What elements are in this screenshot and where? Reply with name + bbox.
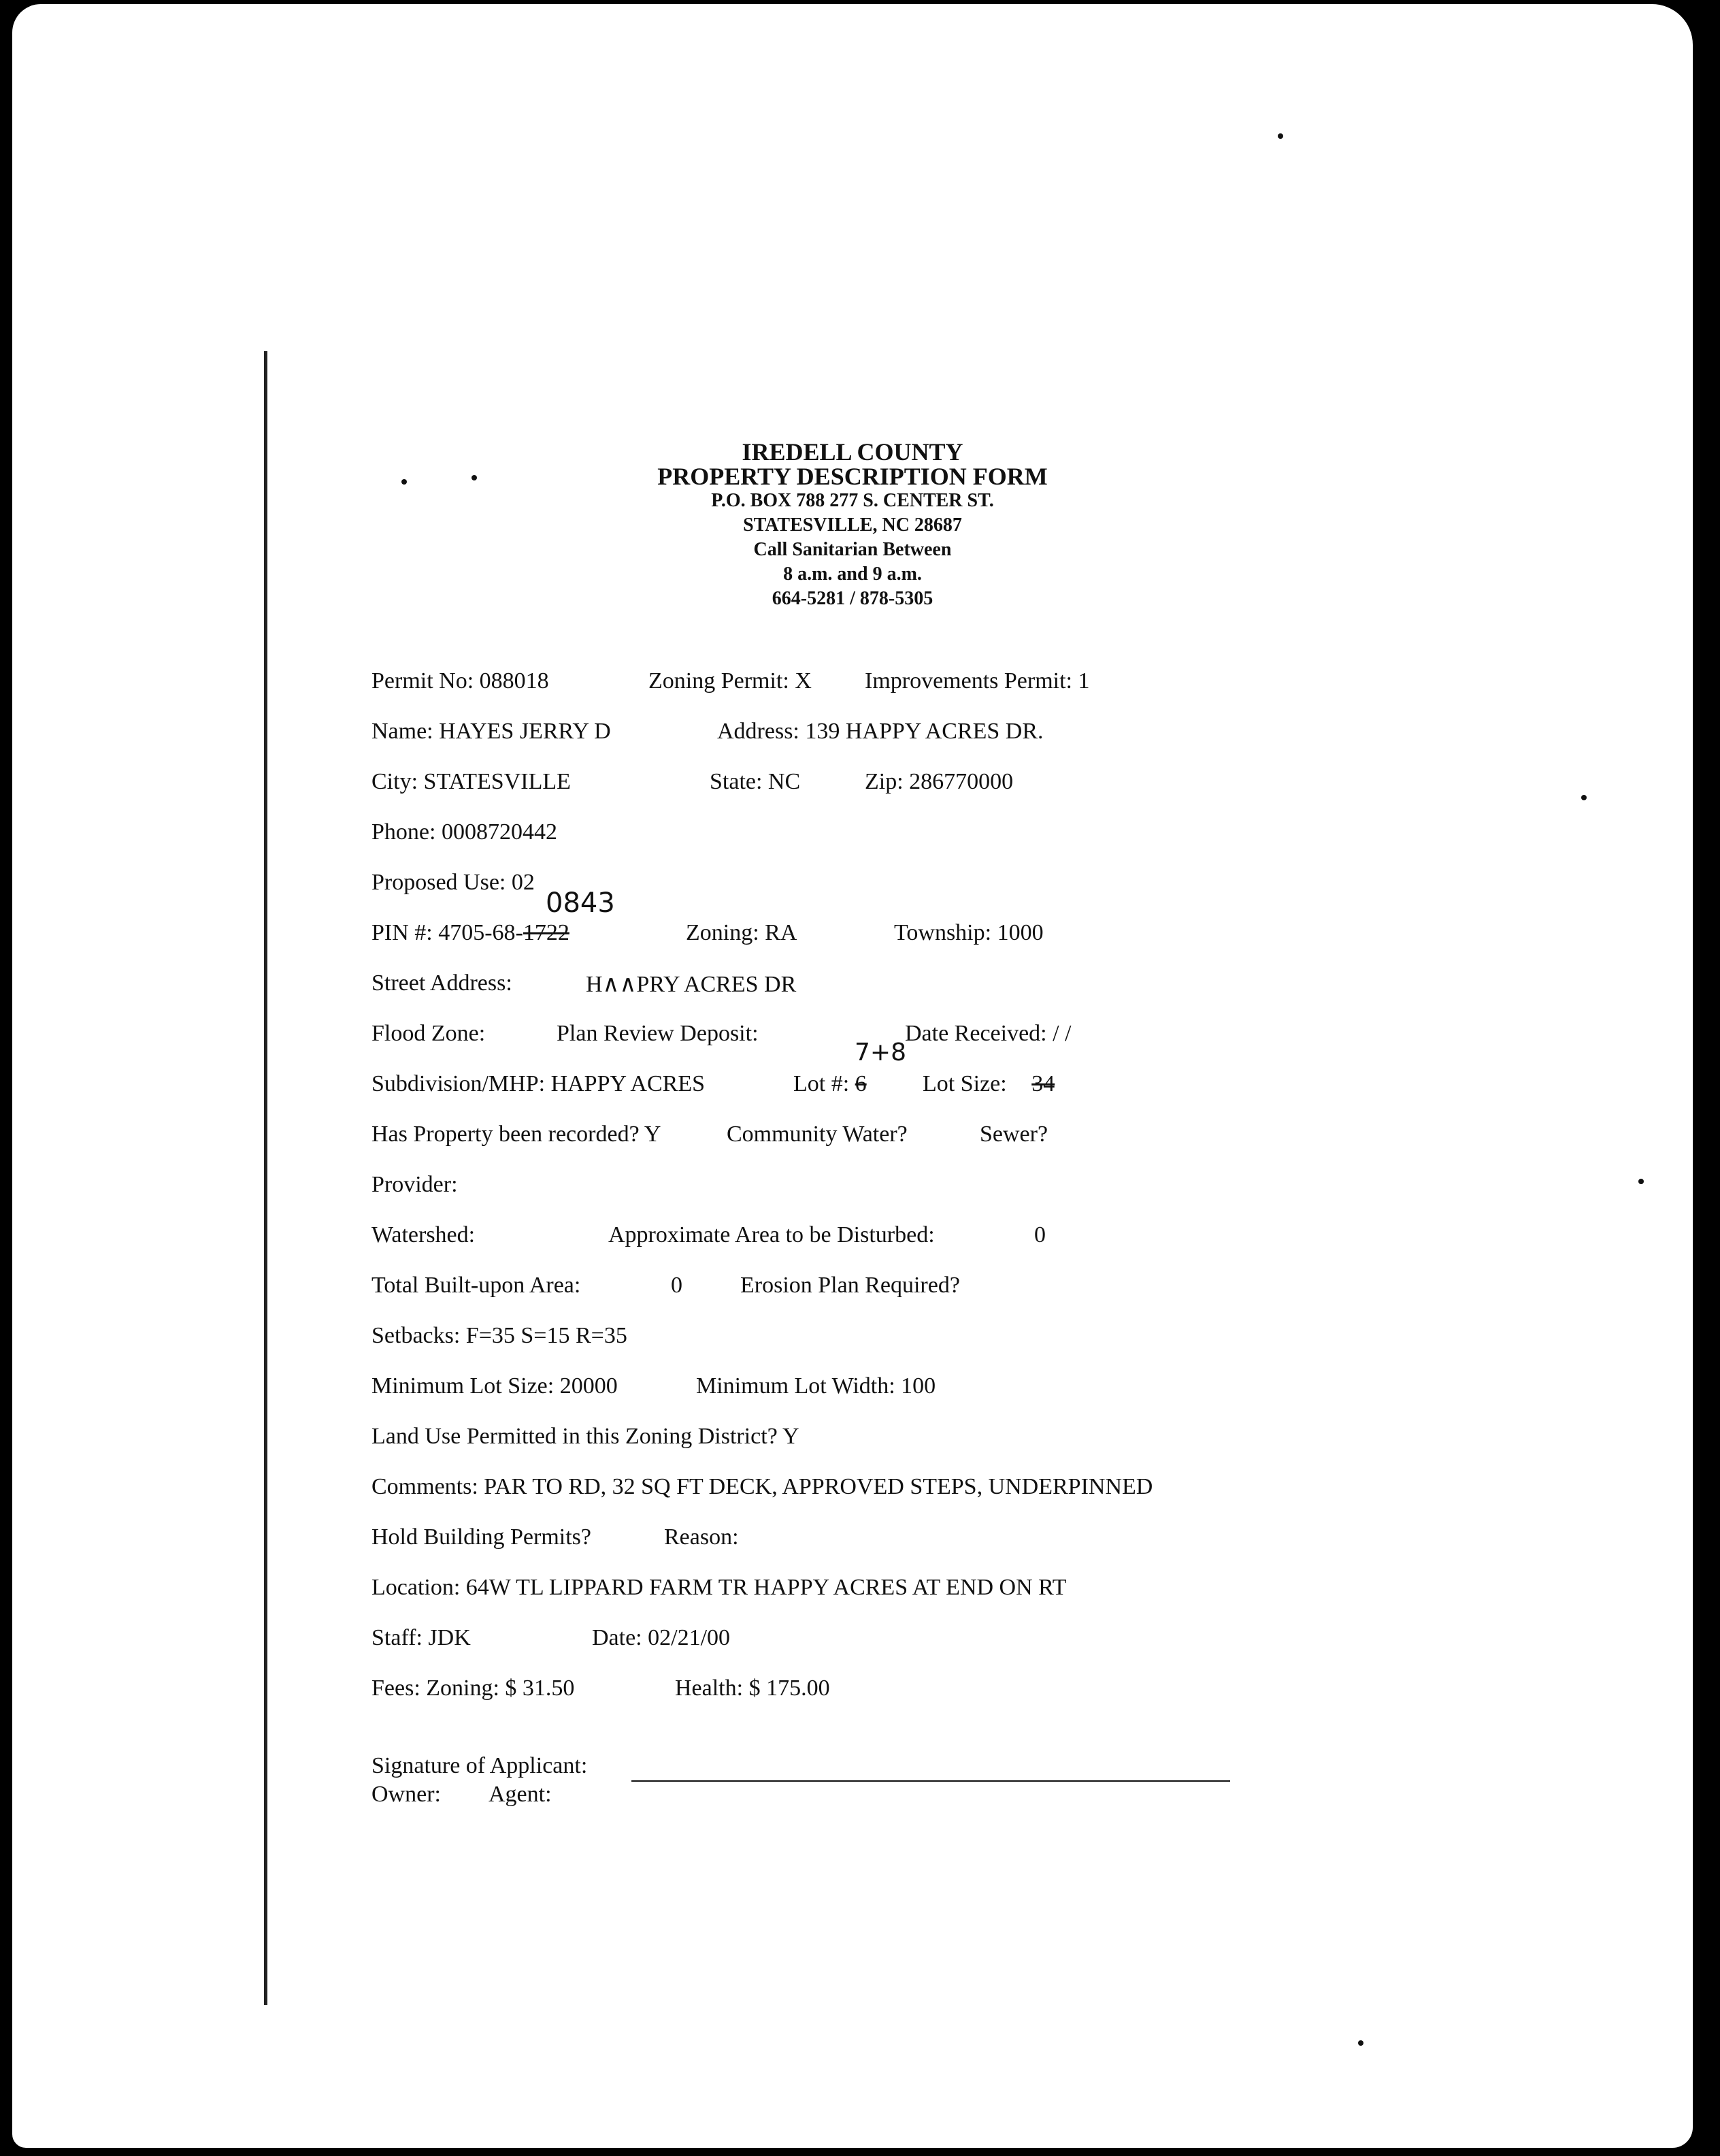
applicant-address: Address: 139 HAPPY ACRES DR. <box>717 719 1044 744</box>
improvements-permit: Improvements Permit: 1 <box>865 668 1090 693</box>
setbacks: Setbacks: F=35 S=15 R=35 <box>371 1323 627 1348</box>
comments: Comments: PAR TO RD, 32 SQ FT DECK, APPROVED STEPS, UNDERPINNED <box>371 1474 1153 1499</box>
signature-line <box>631 1780 1230 1782</box>
permit-no: Permit No: 088018 <box>371 668 549 693</box>
lot-size <box>923 1071 1055 1097</box>
hours-line: 8 a.m. and 9 a.m. <box>783 564 922 585</box>
agent-label: Agent: <box>489 1782 552 1807</box>
state: State: NC <box>710 769 801 794</box>
form-title: PROPERTY DESCRIPTION FORM <box>657 463 1048 490</box>
built-upon-area: Total Built-upon Area: <box>371 1273 581 1298</box>
signature-label: Signature of Applicant: <box>371 1753 588 1778</box>
fees-zoning: Fees: Zoning: $ 31.50 <box>371 1676 575 1701</box>
community-water: Community Water? <box>727 1122 908 1147</box>
lot-size-struck-value: 34 <box>1031 1071 1055 1096</box>
fees-health: Health: $ 175.00 <box>675 1676 830 1701</box>
phones-line: 664-5281 / 878-5305 <box>772 588 933 609</box>
hold-building-permits: Hold Building Permits? <box>371 1524 591 1550</box>
document-page <box>12 4 1693 2148</box>
township: Township: 1000 <box>894 920 1044 945</box>
street-address-value: H∧∧PRY ACRES DR <box>586 972 797 997</box>
call-line: Call Sanitarian Between <box>753 539 952 560</box>
approximate-area-value: 0 <box>1034 1222 1046 1247</box>
lot-number-struck-value: 6 <box>855 1071 867 1096</box>
mailing-address: P.O. BOX 788 277 S. CENTER ST. <box>711 490 994 511</box>
reason: Reason: <box>664 1524 739 1550</box>
scan-speck <box>1581 795 1587 800</box>
sewer: Sewer? <box>980 1122 1048 1147</box>
approximate-area-disturbed: Approximate Area to be Disturbed: <box>608 1222 935 1247</box>
erosion-plan: Erosion Plan Required? <box>740 1273 960 1298</box>
minimum-lot-width: Minimum Lot Width: 100 <box>696 1373 936 1399</box>
date: Date: 02/21/00 <box>592 1625 731 1650</box>
applicant-name: Name: HAYES JERRY D <box>371 719 611 744</box>
pin-handwritten-correction: 0843 <box>546 887 615 919</box>
scan-speck <box>1358 2040 1363 2046</box>
county-title: IREDELL COUNTY <box>742 438 963 466</box>
watershed: Watershed: <box>371 1222 476 1247</box>
location: Location: 64W TL LIPPARD FARM TR HAPPY ACRES AT END ON RT <box>371 1575 1067 1600</box>
city: City: STATESVILLE <box>371 769 571 794</box>
zoning: Zoning: RA <box>686 920 797 945</box>
property-recorded: Has Property been recorded? Y <box>371 1122 661 1147</box>
date-received: Date Received: / / <box>905 1021 1072 1046</box>
lot-number-label: Lot #: <box>793 1071 850 1096</box>
provider: Provider: <box>371 1172 458 1197</box>
scan-speck <box>401 479 407 485</box>
flood-zone: Flood Zone: <box>371 1021 486 1046</box>
land-use-permitted: Land Use Permitted in this Zoning District? Y <box>371 1424 799 1449</box>
pin-label: PIN #: 4705-68- <box>371 920 523 945</box>
pin-struck-value: 1722 <box>523 920 569 945</box>
plan-review-deposit: Plan Review Deposit: <box>557 1021 759 1046</box>
subdivision: Subdivision/MHP: HAPPY ACRES <box>371 1071 705 1096</box>
city-line: STATESVILLE, NC 28687 <box>743 514 962 536</box>
staff: Staff: JDK <box>371 1625 471 1650</box>
minimum-lot-size: Minimum Lot Size: 20000 <box>371 1373 618 1399</box>
proposed-use: Proposed Use: 02 <box>371 870 535 895</box>
phone: Phone: 0008720442 <box>371 819 557 845</box>
street-address-label: Street Address: <box>371 970 512 996</box>
scan-speck <box>1278 133 1283 139</box>
zip: Zip: 286770000 <box>865 769 1014 794</box>
built-upon-value: 0 <box>671 1273 682 1298</box>
lot-number <box>793 1071 867 1097</box>
pin <box>371 920 569 946</box>
zoning-permit: Zoning Permit: X <box>648 668 812 693</box>
owner-label: Owner: <box>371 1782 441 1807</box>
lot-size-label: Lot Size: <box>923 1071 1007 1096</box>
form-header <box>12 440 1693 611</box>
scan-speck <box>1638 1179 1644 1184</box>
scan-speck <box>472 475 477 480</box>
lot-number-handwritten: 7+8 <box>855 1039 906 1066</box>
